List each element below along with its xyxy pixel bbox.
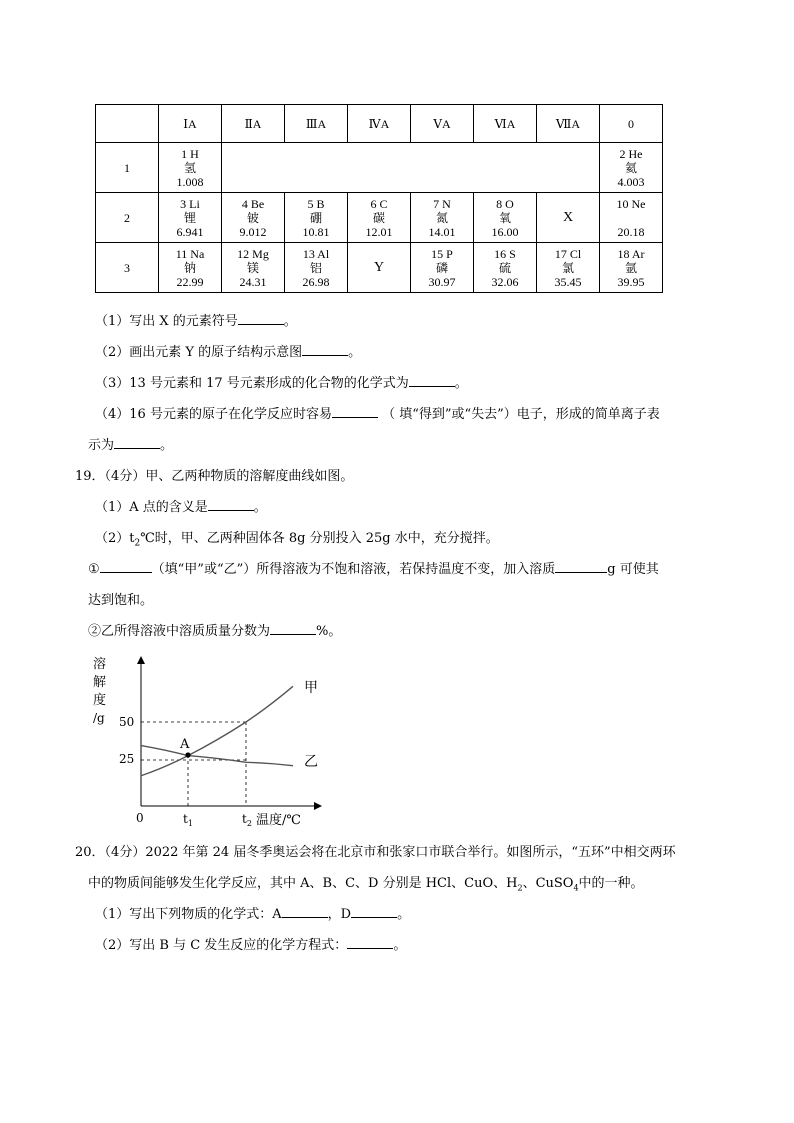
point-a-label: A (180, 737, 190, 752)
element-cell: 8 O 氧 16.00 (474, 193, 537, 243)
answer-blank[interactable] (114, 436, 160, 449)
element-cell: 3 Li 锂 6.941 (159, 193, 222, 243)
element-cell: 10 Ne 20.18 (600, 193, 663, 243)
answer-blank[interactable] (409, 374, 455, 387)
empty-block (222, 143, 600, 193)
q19-part3: ① （填“甲”或“乙”）所得溶液为不饱和溶液，若保持温度不变，加入溶质 g 可使其 (88, 562, 659, 577)
header-cell (96, 105, 159, 143)
series-label-yi: 乙 (304, 754, 318, 770)
element-cell: 7 N 氮 14.01 (411, 193, 474, 243)
answer-blank[interactable] (100, 560, 152, 573)
q19-title: 19．（4分）甲、乙两种物质的溶解度曲线如图。 (75, 469, 354, 484)
q19-part2: $(2)t_2℃$时，甲、乙两种固体各 8g 分别投入 25g 水中，充分搅拌。 (95, 531, 499, 549)
q18-part3: （3）13 号元素和 17 号元素形成的化合物的化学式为 。 (95, 376, 468, 391)
header-cell: ⅢA (285, 105, 348, 143)
curve-yi (141, 746, 293, 766)
header-cell: ⅡA (222, 105, 285, 143)
element-cell: 1 H 氢 1.008 (159, 143, 222, 193)
q18-part2: （2）画出元素 Y 的原子结构示意图 。 (95, 345, 362, 360)
curve-jia (141, 686, 293, 775)
element-cell: 2 He 氦 4.003 (600, 143, 663, 193)
header-cell: ⅥA (474, 105, 537, 143)
answer-blank[interactable] (208, 498, 254, 511)
point-a (185, 752, 190, 757)
origin-label: 0 (136, 811, 144, 825)
table-row (96, 143, 663, 193)
series-label-jia: 甲 (304, 680, 318, 696)
element-cell: 4 Be 铍 9.012 (222, 193, 285, 243)
answer-blank[interactable] (302, 343, 348, 356)
period-label: 2 (96, 193, 159, 243)
element-cell: 11 Na 钠 22.99 (159, 243, 222, 293)
period-label: 1 (96, 143, 159, 193)
element-cell: 6 C 碳 12.01 (348, 193, 411, 243)
solubility-chart (86, 652, 346, 832)
y-axis-label-2: 解 (93, 675, 107, 690)
x-tick-t1: $t_1$ (183, 812, 193, 828)
q18-part1: （1）写出 X 的元素符号 。 (95, 314, 297, 329)
answer-blank[interactable] (332, 405, 378, 418)
q19-part3-cont: 达到饱和。 (88, 593, 154, 608)
period-label: 3 (96, 243, 159, 293)
element-cell: 18 Ar 氩 39.95 (600, 243, 663, 293)
periodic-table (95, 104, 663, 293)
q20-line2: 中的物质间能够发生化学反应，其中 A、B、C、D 分别是 HCl、CuO、$H_2$、CuSO$_4$中的一种。 (88, 876, 644, 893)
table-row (96, 193, 663, 243)
q19-part1: （1）A 点的含义是 。 (95, 500, 267, 515)
header-cell: ⅣA (348, 105, 411, 143)
x-tick-t2: $t_2$ (242, 812, 252, 828)
q18-part4: （4）16 号元素的原子在化学反应时容易 （ 填“得到”或“失去”）电子，形成的简单离子表 (95, 407, 660, 422)
answer-blank[interactable] (351, 905, 397, 918)
y-tick-50: 50 (119, 715, 135, 729)
q18-part4-cont: 示为 。 (88, 438, 174, 453)
header-cell: 0 (600, 105, 663, 143)
table-header-row (96, 105, 663, 143)
element-cell: 16 S 硫 32.06 (474, 243, 537, 293)
y-axis-label-4: /g (93, 711, 105, 725)
q19-part4: ②乙所得溶液中溶质质量分数为 %。 (88, 624, 342, 639)
element-cell: 13 Al 铝 26.98 (285, 243, 348, 293)
unknown-element-x: X (537, 193, 600, 243)
element-cell: 17 Cl 氯 35.45 (537, 243, 600, 293)
header-cell: ⅤA (411, 105, 474, 143)
answer-blank[interactable] (282, 905, 328, 918)
answer-blank[interactable] (238, 312, 284, 325)
y-axis-label-1: 溶 (93, 657, 107, 672)
q20-title: 20．（4分）2022 年第 24 届冬季奥运会将在北京市和张家口市联合举行。如图所示，“五环”中相交两环 (75, 845, 676, 860)
table-row (96, 243, 663, 293)
y-axis-label-3: 度 (93, 693, 107, 708)
element-cell: 15 P 磷 30.97 (411, 243, 474, 293)
unknown-element-y: Y (348, 243, 411, 293)
element-cell: 5 B 硼 10.81 (285, 193, 348, 243)
y-tick-25: 25 (119, 752, 135, 766)
q20-part2: （2）写出 B 与 C 发生反应的化学方程式： 。 (95, 938, 407, 953)
answer-blank[interactable] (270, 622, 316, 635)
answer-blank[interactable] (347, 936, 393, 949)
element-cell: 12 Mg 镁 24.31 (222, 243, 285, 293)
answer-blank[interactable] (555, 560, 607, 573)
q20-part1: （1）写出下列物质的化学式：A ，D 。 (95, 907, 411, 922)
header-cell: ⅠA (159, 105, 222, 143)
x-axis-label: 温度/℃ (256, 813, 301, 828)
header-cell: ⅦA (537, 105, 600, 143)
